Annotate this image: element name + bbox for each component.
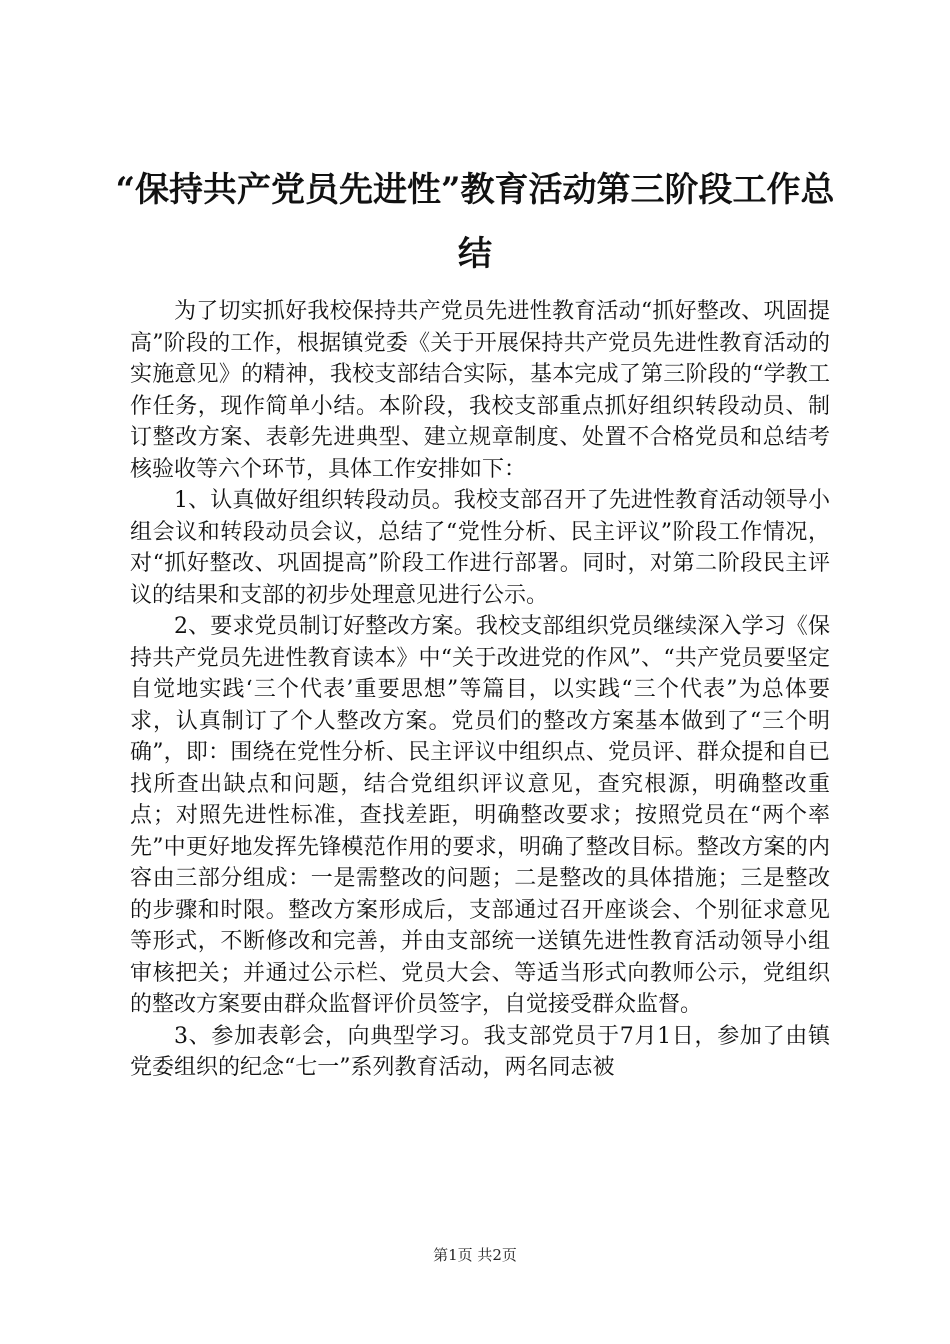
paragraph-intro: 为了切实抓好我校保持共产党员先进性教育活动“抓好整改、巩固提高”阶段的工作，根据镇党委《关于开展保持共产党员先进性教育活动的实施意见》的精神，我校支部结合实际，基本完成了第三阶段的“学教工作任务，现作简单小结。本阶段，我校支部重点抓好组织转段动员、制订整改方案、表彰先进典型、建立规章制度、处置不合格党员和总结考核验收等六个环节，具体工作安排如下：: [130, 299, 830, 482]
paragraph-item-3: 3、参加表彰会，向典型学习。我支部党员于7月1日，参加了由镇党委组织的纪念“七一”系列教育活动，两名同志被: [130, 1023, 830, 1080]
paragraph-item-2: 2、要求党员制订好整改方案。我校支部组织党员继续深入学习《保持共产党员先进性教育读本》中“关于改进党的作风”、“共产党员要坚定自觉地实践‘三个代表’重要思想”等篇目，以实践“三个代表”为总体要求，认真制订了个人整改方案。党员们的整改方案基本做到了“三个明确”，即：围绕在党性分析、民主评议中组织点、党员评、群众提和自已找所查出缺点和问题，结合党组织评议意见，查究根源，明确整改重点；对照先进性标准，查找差距，明确整改要求；按照党员在“两个率先”中更好地发挥先锋模范作用的要求，明确了整改目标。整改方案的内容由三部分组成：一是需整改的问题；二是整改的具体措施；三是整改的步骤和时限。整改方案形成后，支部通过召开座谈会、个别征求意见等形式，不断修改和完善，并由支部统一送镇先进性教育活动领导小组审核把关；并通过公示栏、党员大会、等适当形式向教师公示，党组织的整改方案要由群众监督评价员签字，自觉接受群众监督。: [130, 614, 830, 1017]
document-body: [130, 296, 830, 1084]
paragraph-item-1: 1、认真做好组织转段动员。我校支部召开了先进性教育活动领导小组会议和转段动员会议，总结了“党性分析、民主评议”阶段工作情况，对“抓好整改、巩固提高”阶段工作进行部署。同时，对第二阶段民主评议的结果和支部的初步处理意见进行公示。: [130, 488, 830, 608]
document-title: “保持共产党员先进性”教育活动第三阶段工作总结: [115, 170, 835, 274]
page-footer: 第1页 共2页: [433, 1246, 517, 1264]
